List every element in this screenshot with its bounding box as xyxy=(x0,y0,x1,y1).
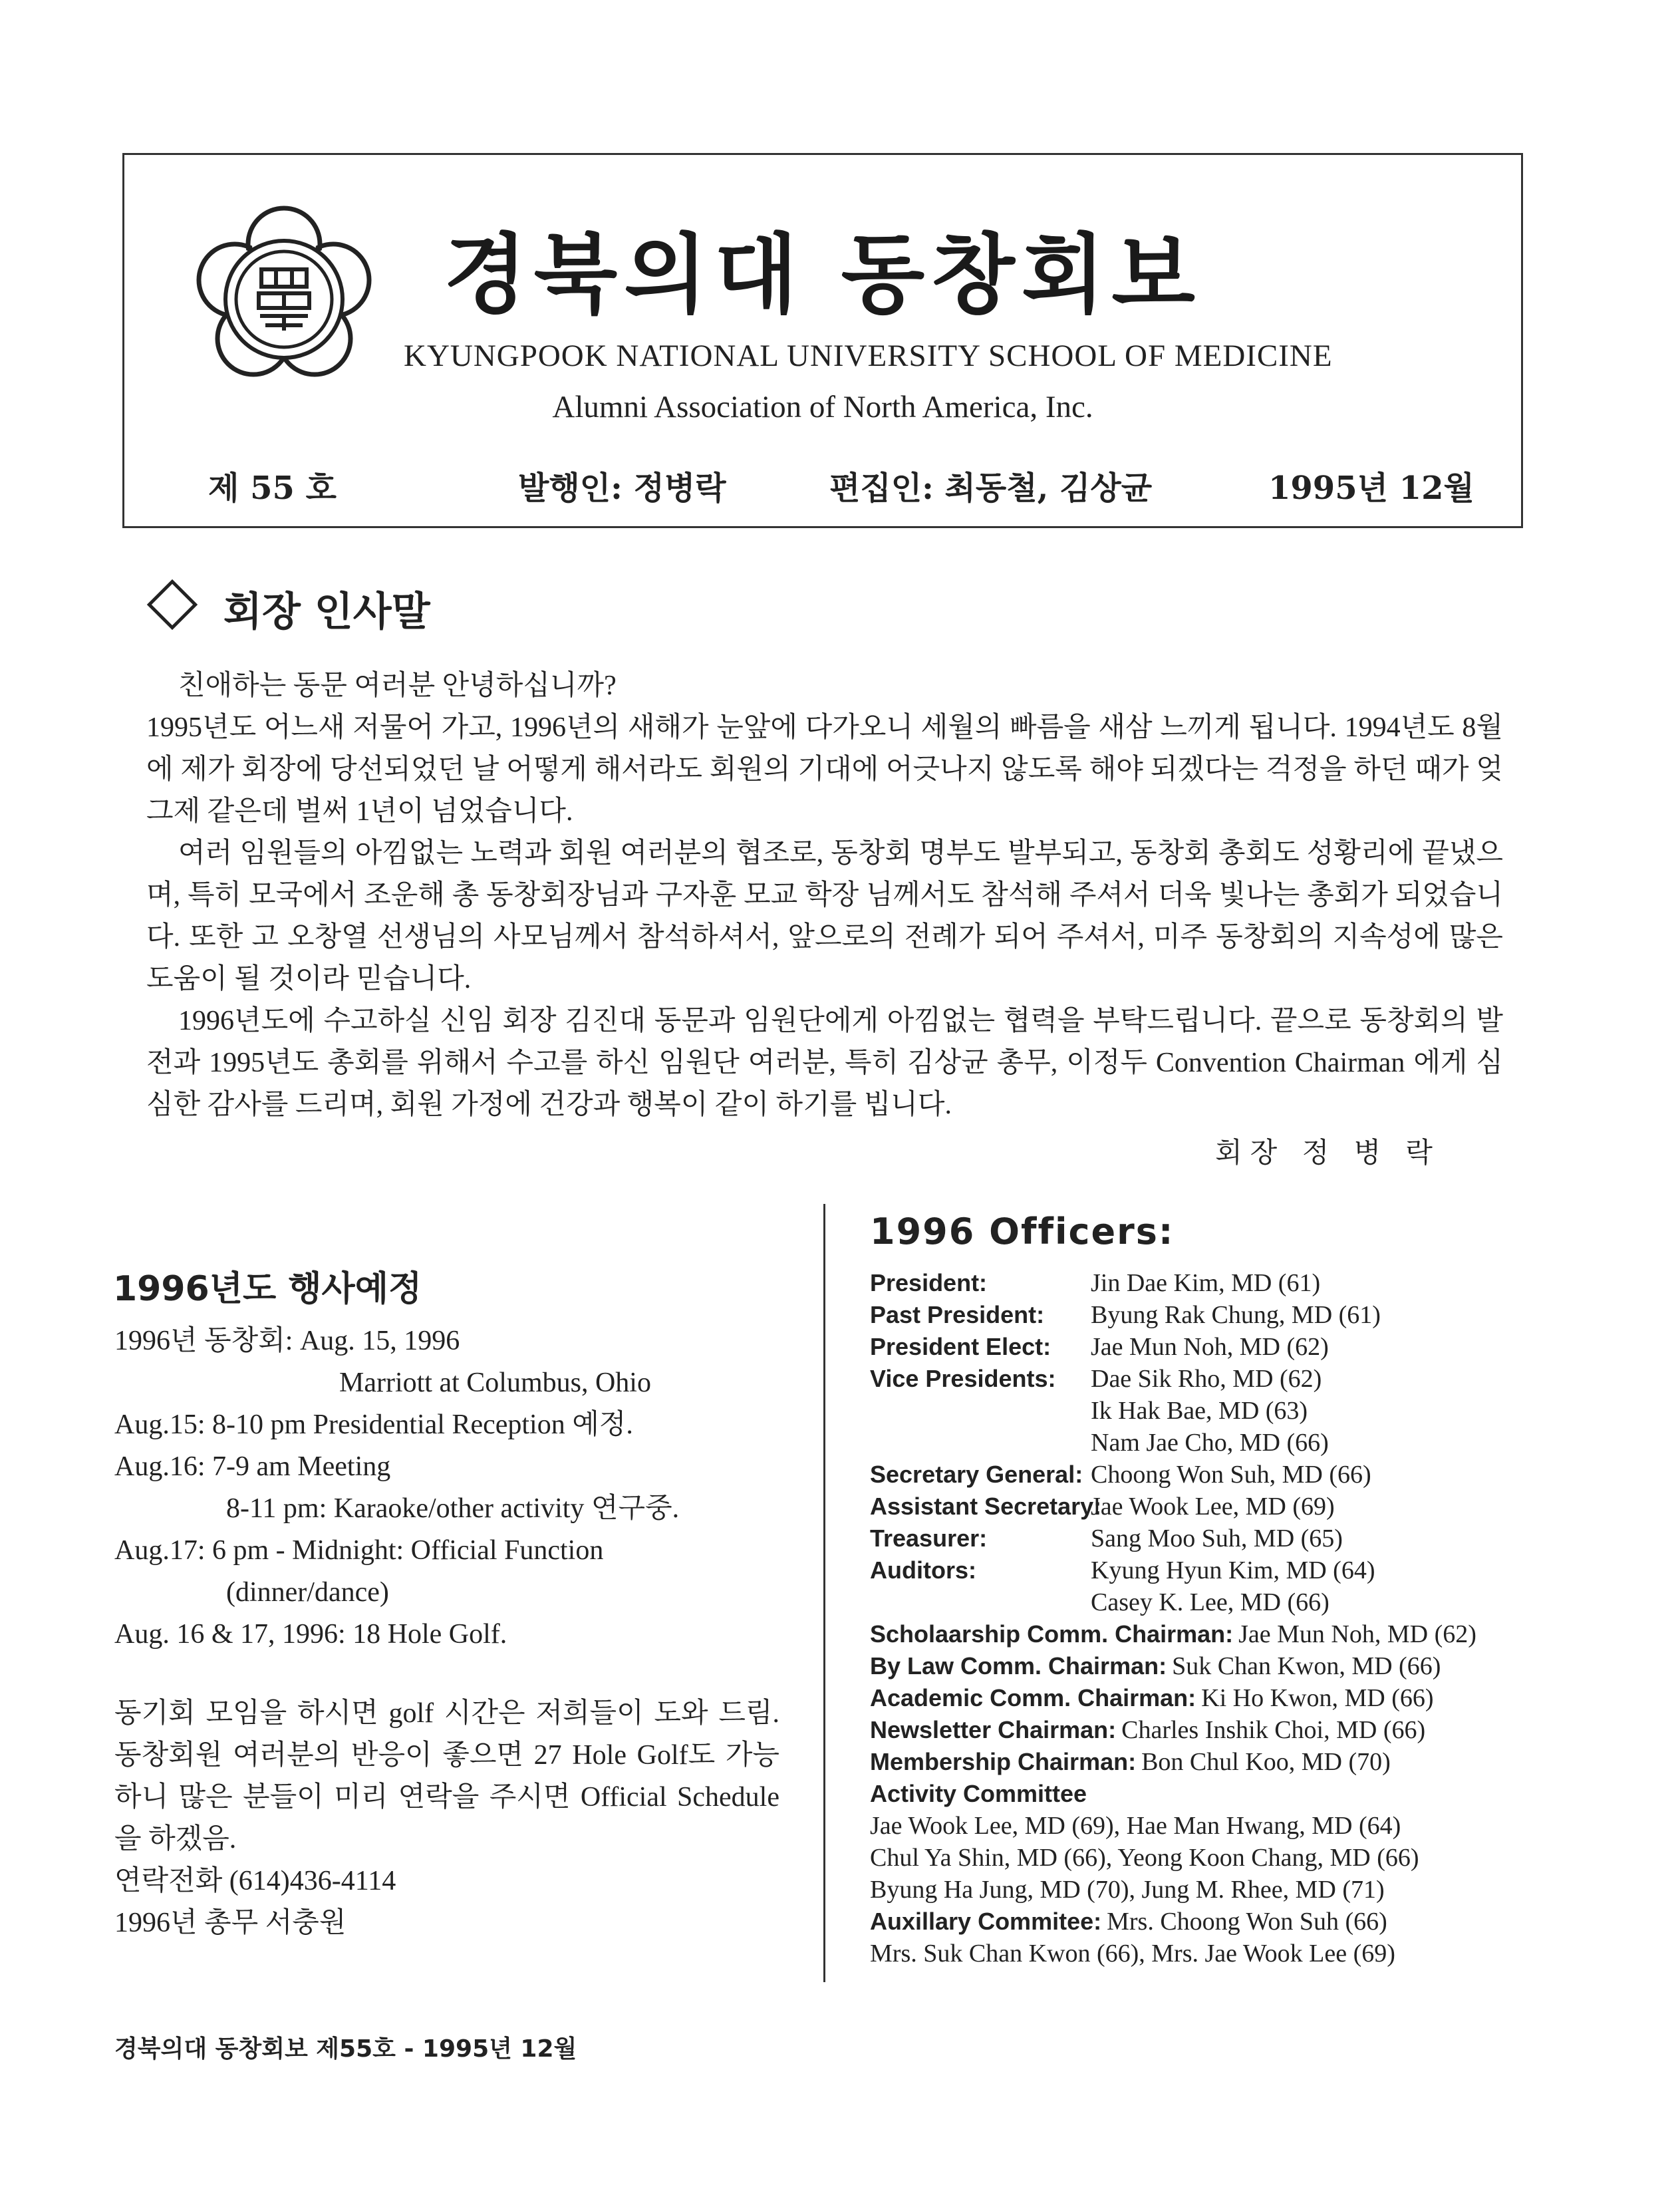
officer-name: Mrs. Choong Won Suh (66) xyxy=(1107,1908,1387,1936)
officer-row xyxy=(870,1395,1535,1427)
officer-role: Assistant Secretary: xyxy=(870,1493,1102,1520)
officer-name: Kyung Hyun Kim, MD (64) xyxy=(1091,1556,1375,1584)
editors: 편집인: 최동철, 김상균 xyxy=(829,470,1153,507)
officer-name: Dae Sik Rho, MD (62) xyxy=(1091,1365,1322,1393)
officer-name: Jae Wook Lee, MD (69) xyxy=(1091,1493,1335,1521)
officer-name: Byung Rak Chung, MD (61) xyxy=(1091,1301,1381,1329)
officer-row xyxy=(870,1618,1535,1650)
schedule-note: 동기회 모임을 하시면 golf 시간은 저희들이 도와 드림. 동창회원 여러분의 반응이 좋으면 27 Hole Golf도 가능하니 많은 분들이 미리 연락을 주시면 Official Schedule을 하겠음. xyxy=(114,1698,779,1854)
officer-row xyxy=(870,1874,1535,1906)
officer-name: Casey K. Lee, MD (66) xyxy=(1091,1588,1330,1616)
officers-heading: 1996 Officers: xyxy=(870,1211,1175,1252)
contact-phone: 연락전화 (614)436-4114 xyxy=(114,1866,396,1896)
masthead-title-english: KYUNGPOOK NATIONAL UNIVERSITY SCHOOL OF MEDICINE xyxy=(404,339,1333,373)
officer-name: Sang Moo Suh, MD (65) xyxy=(1091,1525,1343,1552)
officer-name: Nam Jae Cho, MD (66) xyxy=(1091,1429,1329,1457)
officer-role: Academic Comm. Chairman: xyxy=(870,1684,1196,1711)
officer-name: Charles Inshik Choi, MD (66) xyxy=(1121,1716,1426,1744)
officer-row xyxy=(870,1682,1535,1714)
schedule-line: Marriott at Columbus, Ohio xyxy=(339,1368,651,1398)
officer-row xyxy=(870,1554,1535,1586)
officer-row xyxy=(870,1938,1535,1970)
officer-name: Jae Mun Noh, MD (62) xyxy=(1091,1333,1329,1361)
schedule-line: (dinner/dance) xyxy=(226,1577,389,1608)
officer-name: Jin Dae Kim, MD (61) xyxy=(1091,1269,1321,1297)
masthead xyxy=(122,153,1523,528)
officer-row xyxy=(870,1427,1535,1459)
issue-date: 1995년 12월 xyxy=(1268,470,1474,507)
officer-name: Ik Hak Bae, MD (63) xyxy=(1091,1397,1308,1425)
officer-name: Byung Ha Jung, MD (70), Jung M. Rhee, MD (71) xyxy=(870,1876,1385,1904)
publisher: 발행인: 정병락 xyxy=(518,470,726,507)
schedule-line: Aug.16: 7-9 am Meeting xyxy=(114,1451,391,1482)
greeting-paragraph: 여러 임원들의 아낌없는 노력과 회원 여러분의 협조로, 동창회 명부도 발부되고, 동창회 총회도 성황리에 끝냈으며, 특히 모국에서 조운해 총 동창회장님과 구자훈 모교 학장 님께서도 참석해 주셔서 더욱 빛나는 총회가 되었습니다. 또한 고 오창열 선생님의 사모님께서 참석하셔서, 앞으로의 전례가 되어 주셔서, 미주 동창회의 지속성에 많은 도움이 될 것이라 믿습니다. xyxy=(146,838,1503,994)
officer-role: Past President: xyxy=(870,1301,1045,1328)
officer-row xyxy=(870,1810,1535,1842)
officer-role: By Law Comm. Chairman: xyxy=(870,1652,1167,1680)
officer-role: Activity Committee xyxy=(870,1780,1087,1807)
officer-row xyxy=(870,1778,1535,1810)
greeting-body xyxy=(146,665,1503,1126)
schedule-line: Aug. 16 & 17, 1996: 18 Hole Golf. xyxy=(114,1619,507,1650)
officer-row xyxy=(870,1523,1535,1554)
schedule-line: 8-11 pm: Karaoke/other activity 연구중. xyxy=(226,1493,680,1524)
officer-row xyxy=(870,1586,1535,1618)
officer-role xyxy=(870,1427,1091,1459)
greeting-heading xyxy=(154,580,430,637)
schedule-line: Aug.15: 8-10 pm Presidential Reception 예정. xyxy=(114,1409,633,1440)
diamond-icon xyxy=(147,579,198,630)
greeting-paragraph: 친애하는 동문 여러분 안녕하십니까? xyxy=(178,670,617,701)
officer-role: Auxillary Commitee: xyxy=(870,1908,1102,1935)
officer-name: Ki Ho Kwon, MD (66) xyxy=(1201,1684,1434,1712)
officer-row xyxy=(870,1714,1535,1746)
greeting-paragraph: 1995년도 어느새 저물어 가고, 1996년의 새해가 눈앞에 다가오니 세월의 빠름을 새삼 느끼게 됩니다. 1994년도 8월에 제가 회장에 당선되었던 날 어떻게 해서라도 회원의 기대에 어긋나지 않도록 해야 되겠다는 걱정을 하던 때가 엊그제 같은데 벌써 1년이 넘었습니다. xyxy=(146,712,1503,827)
officer-name: Bon Chul Koo, MD (70) xyxy=(1141,1748,1391,1776)
officer-role: Vice Presidents: xyxy=(870,1365,1056,1392)
officer-row xyxy=(870,1842,1535,1874)
schedule-note-block xyxy=(114,1693,779,1944)
schedule-line: Aug.17: 6 pm - Midnight: Official Function xyxy=(114,1535,604,1566)
greeting-signature: 회장 정 병 락 xyxy=(1215,1136,1441,1169)
masthead-title-korean: 경북의대 동창회보 xyxy=(444,223,1202,325)
officer-role: President: xyxy=(870,1269,988,1296)
greeting-paragraph: 1996년도에 수고하실 신임 회장 김진대 동문과 임원단에게 아낌없는 협력을 부탁드립니다. 끝으로 동창회의 발전과 1995년도 총회를 위해서 수고를 하신 임원단 여러분, 특히 김상균 총무, 이정두 Convention Chairman 에게 심심한 감사를 드리며, 회원 가정에 건강과 행복이 같이 하기를 빕니다. xyxy=(146,1006,1503,1120)
schedule-list xyxy=(114,1320,793,1656)
officer-role: Secretary General: xyxy=(870,1461,1083,1488)
officer-role: Auditors: xyxy=(870,1556,976,1584)
schedule-heading: 1996년도 행사예정 xyxy=(113,1269,422,1309)
officer-role: President Elect: xyxy=(870,1333,1051,1360)
officers-list xyxy=(870,1267,1535,1970)
officer-role: Scholaarship Comm. Chairman: xyxy=(870,1620,1234,1648)
officer-name: Chul Ya Shin, MD (66), Yeong Koon Chang, MD (66) xyxy=(870,1844,1419,1872)
officer-row xyxy=(870,1267,1535,1299)
officer-row xyxy=(870,1363,1535,1395)
column-divider xyxy=(823,1204,825,1982)
issue-number: 제 55 호 xyxy=(208,470,337,507)
officer-row xyxy=(870,1299,1535,1331)
page-footer: 경북의대 동창회보 제55호 - 1995년 12월 xyxy=(114,2035,577,2063)
masthead-subtitle-english: Alumni Association of North America, Inc. xyxy=(552,390,1093,424)
officer-role: Membership Chairman: xyxy=(870,1748,1137,1775)
greeting-heading-text: 회장 인사말 xyxy=(223,589,430,635)
officer-name: Jae Wook Lee, MD (69), Hae Man Hwang, MD (64) xyxy=(870,1812,1401,1840)
officer-name: Mrs. Suk Chan Kwon (66), Mrs. Jae Wook Lee (69) xyxy=(870,1940,1395,1968)
officer-row xyxy=(870,1491,1535,1523)
schedule-line: 1996년 동창회: Aug. 15, 1996 xyxy=(114,1326,460,1356)
schedule-sender: 1996년 총무 서충원 xyxy=(114,1908,347,1938)
officer-role xyxy=(870,1395,1091,1427)
officer-row xyxy=(870,1331,1535,1363)
officer-role xyxy=(870,1586,1091,1618)
officer-role: Newsletter Chairman: xyxy=(870,1716,1117,1743)
officer-name: Jae Mun Noh, MD (62) xyxy=(1238,1620,1476,1648)
officer-row xyxy=(870,1459,1535,1491)
officer-name: Choong Won Suh, MD (66) xyxy=(1091,1461,1371,1489)
officer-role: Treasurer: xyxy=(870,1525,988,1552)
officer-name: Suk Chan Kwon, MD (66) xyxy=(1172,1652,1441,1680)
officer-row xyxy=(870,1746,1535,1778)
officer-row xyxy=(870,1650,1535,1682)
officer-row xyxy=(870,1906,1535,1938)
